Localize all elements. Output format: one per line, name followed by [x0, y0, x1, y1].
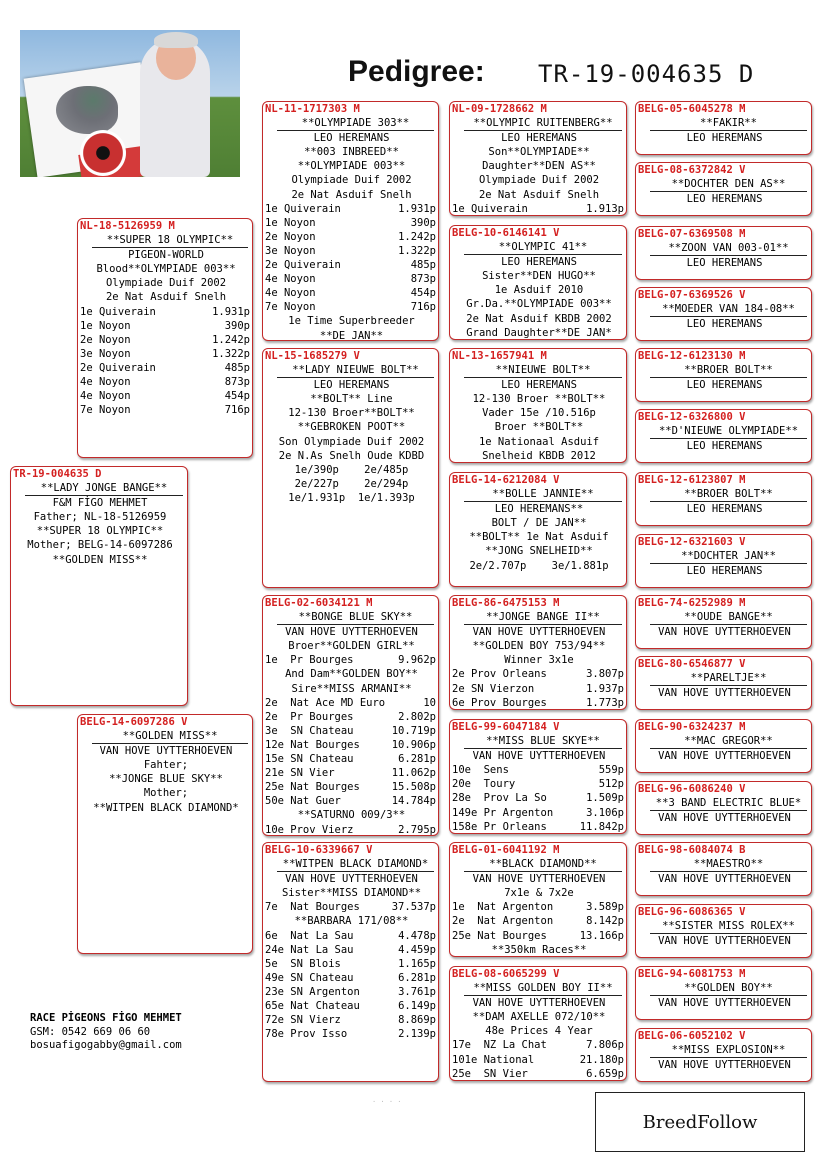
card-line: 1e Asduif 2010	[494, 284, 584, 297]
gen3-card	[449, 966, 627, 1081]
card-line: VAN HOVE UYTTERHOEVEN	[472, 873, 606, 886]
gen4-card	[635, 842, 812, 896]
gen4-card	[635, 162, 812, 216]
ring-number: BELG-12-6123130 M	[638, 350, 746, 362]
pigeon-name: **BLACK DIAMOND**	[464, 857, 622, 872]
subject-ring-number: TR-19-004635 D	[538, 60, 755, 88]
result-row: 1e Noyon 390p	[80, 319, 250, 332]
owner-name: RACE PİGEONS FİGO MEHMET	[30, 1012, 182, 1024]
pigeon-name: **OLYMPIC 41**	[464, 240, 622, 255]
ring-number: BELG-99-6047184 V	[452, 721, 560, 733]
result-row: 17e NZ La Chat 7.806p	[452, 1039, 624, 1052]
card-line: 48e Prices 4 Year	[485, 1025, 593, 1038]
ring-number: NL-11-1717303 M	[265, 103, 360, 115]
gen4-card	[635, 348, 812, 402]
card-line: Sister**DEN HUGO**	[482, 270, 596, 283]
granddam-maternal-card	[262, 842, 439, 1082]
gen4-card	[635, 226, 812, 280]
pigeon-name: **MAESTRO**	[650, 857, 807, 872]
pigeon-name: **OLYMPIADE 303**	[277, 116, 434, 131]
gen4-card	[635, 534, 812, 588]
breeder-name: LEO HEREMANS	[686, 257, 763, 270]
result-row: 10e Prov Vierz 2.795p	[265, 823, 436, 836]
ring-number: BELG-10-6339667 V	[265, 844, 373, 856]
card-line: Fahter;	[143, 759, 189, 772]
ring-number: BELG-08-6065299 V	[452, 968, 560, 980]
pigeon-name: **DOCHTER DEN AS**	[650, 177, 807, 192]
card-line: Olympiade Duif 2002	[478, 174, 600, 187]
result-row: 10e Sens 559p	[452, 764, 624, 777]
ring-number: BELG-05-6045278 M	[638, 103, 746, 115]
card-line: **GOLDEN MISS**	[52, 553, 148, 566]
ring-number: BELG-94-6081753 M	[638, 968, 746, 980]
card-line: Blood**OLYMPIADE 003**	[96, 263, 236, 276]
result-row: 15e SN Chateau 6.281p	[265, 753, 436, 766]
pigeon-name: **NIEUWE BOLT**	[464, 363, 622, 378]
card-line: 12-130 Broer**BOLT**	[288, 407, 415, 420]
card-line: **BARBARA 171/08**	[294, 915, 409, 928]
card-line: **350km Races**	[491, 943, 587, 956]
card-line: Olympiade Duif 2002	[105, 277, 227, 290]
pigeon-name: **SUPER 18 OLYMPIC**	[92, 233, 248, 248]
result-row: 5e SN Blois 1.165p	[265, 957, 436, 970]
ring-number: BELG-07-6369508 M	[638, 228, 746, 240]
result-row: 4e Noyon 873p	[265, 273, 436, 286]
ring-number: BELG-12-6326800 V	[638, 411, 746, 423]
result-row: 2e Noyon 1.242p	[80, 333, 250, 346]
ring-number: BELG-12-6123807 M	[638, 474, 746, 486]
result-row: 1e Noyon 390p	[265, 216, 436, 229]
pigeon-name: **SISTER MISS ROLEX**	[650, 919, 807, 934]
result-row: 23e SN Argenton 3.761p	[265, 985, 436, 998]
gen4-card	[635, 719, 812, 773]
breeder-name: VAN HOVE UYTTERHOEVEN	[658, 935, 791, 948]
card-line: LEO HEREMANS**	[494, 503, 584, 516]
faint-text: · · · ·	[372, 1098, 402, 1106]
breeder-name: VAN HOVE UYTTERHOEVEN	[658, 997, 791, 1010]
result-row: 28e Prov La So 1.509p	[452, 792, 624, 805]
result-row: 1e Nat Argenton 3.589p	[452, 901, 624, 914]
owner-email: bosuafigogabby@gmail.com	[30, 1039, 182, 1051]
grandsire-paternal-card	[262, 101, 439, 341]
result-row: 158e Pr Orleans 11.842p	[452, 820, 624, 833]
card-line: 2e Nat Asduif Snelh	[291, 188, 412, 201]
result-row: 25e Nat Bourges 15.508p	[265, 781, 436, 794]
result-row: 7e Noyon 716p	[265, 301, 436, 314]
card-line: 2e N.As Snelh Oude KDBD	[278, 449, 425, 462]
card-line: **JONG SNELHEID**	[485, 545, 593, 558]
card-line: PIGEON-WORLD	[128, 249, 204, 262]
pigeon-name: **BOLLE JANNIE**	[464, 487, 622, 502]
pigeon-name: **BROER BOLT**	[650, 363, 807, 378]
card-line: **SUPER 18 OLYMPIC**	[36, 525, 164, 538]
breeder-photo	[20, 30, 240, 177]
ring-number: BELG-12-6321603 V	[638, 536, 746, 548]
card-line: **OLYMPIADE 003**	[297, 160, 406, 173]
gen4-card	[635, 1028, 812, 1082]
card-line: 1e/390p 2e/485p	[294, 463, 409, 476]
pigeon-name: **MISS GOLDEN BOY II**	[464, 981, 622, 996]
breeder-name: VAN HOVE UYTTERHOEVEN	[658, 626, 791, 639]
card-line: Mother;	[143, 787, 189, 800]
gen4-card	[635, 409, 812, 463]
gen4-card	[635, 966, 812, 1020]
ring-number: BELG-14-6212084 V	[452, 474, 560, 486]
card-line: F&M FİGO MEHMET	[52, 497, 148, 510]
pigeon-name: **GOLDEN BOY**	[650, 981, 807, 996]
ring-number: BELG-14-6097286 V	[80, 716, 188, 728]
card-line: Sire**MISS ARMANI**	[291, 682, 412, 695]
card-line: BOLT / DE JAN**	[491, 517, 587, 530]
ring-number: BELG-74-6252989 M	[638, 597, 746, 609]
result-row: 25e SN Vier 6.659p	[452, 1067, 624, 1080]
ring-number: NL-18-5126959 M	[80, 220, 175, 232]
card-line: **SATURNO 009/3**	[297, 809, 406, 822]
breeder-name: VAN HOVE UYTTERHOEVEN	[658, 1059, 791, 1072]
result-row: 7e Nat Bourges 37.537p	[265, 901, 436, 914]
pigeon-name: **MISS EXPLOSION**	[650, 1043, 807, 1058]
ring-number: BELG-01-6041192 M	[452, 844, 560, 856]
result-row: 2e Pr Bourges 2.802p	[265, 710, 436, 723]
gen4-card	[635, 656, 812, 710]
gen4-card	[635, 904, 812, 958]
gen3-card	[449, 101, 627, 216]
pigeon-name: **FAKIR**	[650, 116, 807, 131]
grandsire-maternal-card	[262, 595, 439, 836]
card-line: **DE JAN**	[319, 329, 384, 341]
pigeon-name: **LADY NIEUWE BOLT**	[277, 363, 434, 378]
card-line: VAN HOVE UYTTERHOEVEN	[285, 873, 418, 886]
result-row: 21e SN Vier 11.062p	[265, 767, 436, 780]
ring-number: BELG-07-6369526 V	[638, 289, 746, 301]
ring-number: BELG-96-6086365 V	[638, 906, 746, 918]
logo-text: BreedFollow	[642, 1111, 758, 1133]
result-row: 101e National 21.180p	[452, 1053, 624, 1066]
gen3-card	[449, 225, 627, 340]
card-line: **GEBROKEN POOT**	[297, 421, 406, 434]
result-row: 25e Nat Bourges 13.166p	[452, 929, 624, 942]
ring-number: NL-09-1728662 M	[452, 103, 547, 115]
result-row: 2e Nat Ace MD Euro 10	[265, 696, 436, 709]
gen3-card	[449, 472, 627, 587]
pigeon-name: **LADY JONGE BANGE**	[25, 481, 183, 496]
pigeon-name: **3 BAND ELECTRIC BLUE*	[650, 796, 807, 811]
card-line: Olympiade Duif 2002	[291, 174, 412, 187]
result-row: 20e Toury 512p	[452, 778, 624, 791]
result-row: 3e Noyon 1.322p	[80, 347, 250, 360]
gen3-card	[449, 719, 627, 834]
ring-number: BELG-06-6052102 V	[638, 1030, 746, 1042]
ring-number: NL-13-1657941 M	[452, 350, 547, 362]
ring-number: BELG-10-6146141 V	[452, 227, 560, 239]
pigeon-name: **MAC GREGOR**	[650, 734, 807, 749]
card-line: VAN HOVE UYTTERHOEVEN	[472, 997, 606, 1010]
gen4-card	[635, 287, 812, 341]
card-line: Mother; BELG-14-6097286	[27, 539, 173, 552]
pigeon-name: **OUDE BANGE**	[650, 610, 807, 625]
card-line: VAN HOVE UYTTERHOEVEN	[99, 745, 233, 758]
card-line: Broer **BOLT**	[494, 421, 584, 434]
result-row: 78e Prov Isso 2.139p	[265, 1028, 436, 1041]
result-row: 2e SN Vierzon 1.937p	[452, 682, 624, 695]
breeder-name: LEO HEREMANS	[686, 565, 763, 578]
breeder-name: LEO HEREMANS	[686, 379, 763, 392]
result-row: 2e Noyon 1.242p	[265, 230, 436, 243]
ring-number: BELG-98-6084074 B	[638, 844, 746, 856]
result-row: 2e Quiverain 485p	[80, 361, 250, 374]
breeder-name: VAN HOVE UYTTERHOEVEN	[658, 687, 791, 700]
pigeon-name: **BONGE BLUE SKY**	[277, 610, 434, 625]
card-line: Broer**GOLDEN GIRL**	[288, 640, 415, 653]
result-row: 1e Quiverain 1.931p	[265, 202, 436, 215]
card-line: 1e Nationaal Asduif	[478, 435, 600, 448]
card-line: LEO HEREMANS	[501, 256, 577, 269]
breeder-name: LEO HEREMANS	[686, 132, 763, 145]
gen4-card	[635, 472, 812, 526]
ring-number: NL-15-1685279 V	[265, 350, 360, 362]
pigeon-name: **MOEDER VAN 184-08**	[650, 302, 807, 317]
mother-card	[77, 714, 253, 954]
card-line: **003 INBREED**	[304, 146, 399, 159]
pigeon-image	[56, 86, 118, 134]
card-line: LEO HEREMANS	[313, 379, 390, 392]
card-line: 12-130 Broer **BOLT**	[472, 393, 606, 406]
result-row: 2e Nat Argenton 8.142p	[452, 915, 624, 928]
pigeon-name: **JONGE BANGE II**	[464, 610, 622, 625]
card-line: VAN HOVE UYTTERHOEVEN	[285, 626, 418, 639]
card-line: **JONGE BLUE SKY**	[109, 773, 223, 786]
card-line: Daughter**DEN AS**	[482, 160, 596, 173]
card-line: VAN HOVE UYTTERHOEVEN	[472, 626, 606, 639]
card-line: 2e/2.707p 3e/1.881p	[469, 559, 609, 572]
result-row: 4e Noyon 454p	[265, 287, 436, 300]
breeder-name: VAN HOVE UYTTERHOEVEN	[658, 812, 791, 825]
card-line: 1e Time Superbreeder	[288, 315, 415, 328]
gen3-card	[449, 595, 627, 710]
gen3-card	[449, 348, 627, 463]
owner-info	[30, 1012, 182, 1053]
result-row: 12e Nat Bourges 10.906p	[265, 738, 436, 751]
card-line: 1e/1.931p 1e/1.393p	[288, 491, 415, 504]
gen4-card	[635, 781, 812, 835]
pigeon-name: **GOLDEN MISS**	[92, 729, 248, 744]
card-line: 2e/227p 2e/294p	[294, 477, 409, 490]
ring-number: BELG-90-6324237 M	[638, 721, 746, 733]
result-row: 1e Pr Bourges 9.962p	[265, 654, 436, 667]
result-row: 7e Noyon 716p	[80, 404, 250, 417]
card-line: Grand Daughter**DE JAN*	[466, 326, 612, 339]
result-row: 2e Quiverain 485p	[265, 259, 436, 272]
result-row: 149e Pr Argenton 3.106p	[452, 806, 624, 819]
ring-number: BELG-80-6546877 V	[638, 658, 746, 670]
granddam-paternal-card	[262, 348, 439, 588]
card-line: LEO HEREMANS	[501, 132, 577, 145]
result-row: 1e Quiverain 1.931p	[80, 305, 250, 318]
card-line: Vader 15e /10.516p	[482, 407, 596, 420]
result-row: 3e Noyon 1.322p	[265, 244, 436, 257]
card-line: **BOLT** Line	[310, 393, 393, 406]
card-line: VAN HOVE UYTTERHOEVEN	[472, 750, 606, 763]
card-line: **DAM AXELLE 072/10**	[472, 1011, 606, 1024]
result-row: 4e Noyon 454p	[80, 390, 250, 403]
gen4-card	[635, 595, 812, 649]
breeder-name: LEO HEREMANS	[686, 318, 763, 331]
card-line: 2e Nat Asduif Snelh	[105, 291, 227, 304]
card-line: LEO HEREMANS	[313, 132, 390, 145]
ring-number: BELG-86-6475153 M	[452, 597, 560, 609]
card-line: 2e Nat Asduif KBDB 2002	[466, 312, 612, 325]
pigeon-name: **OLYMPIC RUITENBERG**	[464, 116, 622, 131]
pigeon-name: **ZOON VAN 003-01**	[650, 241, 807, 256]
result-row: 50e Nat Guer 14.784p	[265, 795, 436, 808]
pigeon-name: **MISS BLUE SKYE**	[464, 734, 622, 749]
pigeon-name: **D'NIEUWE OLYMPIADE**	[650, 424, 807, 439]
pigeon-name: **PARELTJE**	[650, 671, 807, 686]
result-row: 6e Nat La Sau 4.478p	[265, 929, 436, 942]
ring-number: BELG-02-6034121 M	[265, 597, 373, 609]
breeder-name: LEO HEREMANS	[686, 503, 763, 516]
breeder-name: VAN HOVE UYTTERHOEVEN	[658, 750, 791, 763]
result-row: 3e SN Chateau 10.719p	[265, 724, 436, 737]
card-line: And Dam**GOLDEN BOY**	[285, 668, 418, 681]
ring-number: TR-19-004635 D	[13, 468, 102, 480]
result-row: 4e Noyon 873p	[80, 376, 250, 389]
person-hair	[154, 32, 198, 48]
card-line: LEO HEREMANS	[501, 379, 577, 392]
card-line: Snelheid KBDB 2012	[482, 449, 596, 462]
subject-card	[10, 466, 188, 706]
result-row: 1e Quiverain 1.913p	[452, 202, 624, 215]
card-line: Son Olympiade Duif 2002	[278, 435, 425, 448]
result-row: 2e Prov Orleans 3.807p	[452, 668, 624, 681]
card-line: Winner 3x1e	[504, 654, 574, 667]
owner-phone: GSM: 0542 669 06 60	[30, 1025, 151, 1038]
pigeon-eye-image	[80, 130, 126, 176]
result-row: 49e SN Chateau 6.281p	[265, 971, 436, 984]
result-row: 65e Nat Chateau 6.149p	[265, 1000, 436, 1013]
breedfollow-logo	[595, 1092, 805, 1152]
pigeon-name: **WITPEN BLACK DIAMOND*	[277, 857, 434, 872]
gen4-card	[635, 101, 812, 155]
pigeon-name: **DOCHTER JAN**	[650, 549, 807, 564]
gen3-card	[449, 842, 627, 957]
ring-number: BELG-08-6372842 V	[638, 164, 746, 176]
card-line: Father; NL-18-5126959	[33, 511, 167, 524]
page-title: Pedigree:	[348, 55, 485, 88]
result-row: 24e Nat La Sau 4.459p	[265, 943, 436, 956]
breeder-name: VAN HOVE UYTTERHOEVEN	[658, 873, 791, 886]
card-line: **BOLT** 1e Nat Asduif	[469, 531, 609, 544]
result-row: 72e SN Vierz 8.869p	[265, 1014, 436, 1027]
card-line: **GOLDEN BOY 753/94**	[472, 640, 606, 653]
pigeon-name: **BROER BOLT**	[650, 487, 807, 502]
father-card	[77, 218, 253, 458]
card-line: Sister**MISS DIAMOND**	[281, 887, 422, 900]
card-line: 2e Nat Asduif Snelh	[478, 188, 600, 201]
breeder-name: LEO HEREMANS	[686, 440, 763, 453]
result-row: 6e Prov Bourges 1.773p	[452, 696, 624, 709]
card-line: 7x1e & 7x2e	[504, 887, 574, 900]
card-line: **WITPEN BLACK DIAMOND*	[93, 801, 239, 814]
ring-number: BELG-96-6086240 V	[638, 783, 746, 795]
breeder-name: LEO HEREMANS	[686, 193, 763, 206]
card-line: Gr.Da.**OLYMPIADE 003**	[466, 298, 612, 311]
card-line: Son**OLYMPIADE**	[488, 146, 590, 159]
